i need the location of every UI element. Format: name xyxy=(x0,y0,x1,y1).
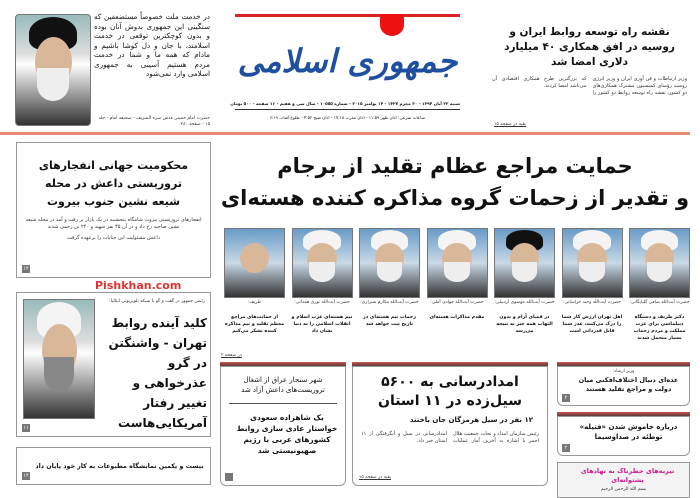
beirut-headline: محکومیت جهانی انفجارهای تروریستی داعش در محله شیعه نشین جنوب بیروت xyxy=(38,159,189,208)
top-story-more[interactable]: بقیه در صفحه ۱۵ xyxy=(494,122,527,127)
left-box-beirut[interactable] xyxy=(16,142,211,278)
cleric-card[interactable] xyxy=(224,228,285,352)
sinjar-box[interactable] xyxy=(220,366,346,486)
cleric-quote: زحمات تیم هسته‌ای در تاریخ ثبت خواهد شد xyxy=(363,315,416,327)
flood-box[interactable] xyxy=(352,366,548,486)
opinion-basmala: بسم الله الرحمن الرحیم xyxy=(600,487,647,492)
cleric-quote: از حمایت‌های مراجع معظم تقلید و تیم مذاکره کننده تشکر می‌کنم xyxy=(224,315,285,334)
cleric-card[interactable] xyxy=(562,228,623,352)
divider xyxy=(229,403,337,404)
quote-text: در خدمت ملت خصوصاً مستضعفین که سنگینی این جمهوری بدوش آنان بوده و بدون کوچکترین توقعی در خدمت اسلامند، با جان و دل کوشا باشیم و مادام که همه ما و شما در خدمت مردم هستیم آسیبی به جمهوری اسلامی وارد نمی‌شود xyxy=(94,12,210,78)
top-story-body: وزیر ارتباطات و فن آوری ایران و وزیر انرژی روسیه رؤسای کمیسیون مشترک همکاری‌های دو کشور، نقشه راه توسعه روابط دو کشور را که بزرگترین طرح همکاری اقتصادی آن می‌باشد امضا کردند. xyxy=(492,76,687,96)
cleric-card[interactable] xyxy=(427,228,488,352)
rouhani-headline: کلید آینده روابط تهران - واشنگتن در گرو عذرخواهی و تغییر رفتار آمریکایی‌هاست xyxy=(108,316,207,430)
cleric-quote: اهل تهران ارزش کار شما را درک می‌کنند، عذر شما قابل قدردانی است xyxy=(561,315,623,334)
cleric-name: حضرت آیت‌الله وحید خراسانی: xyxy=(563,300,621,305)
beirut-bullet-2: داعش مسئولیت این جنایات را برعهده گرفت xyxy=(67,235,160,241)
top-story-headline[interactable]: نقشه راه توسعه روابط ایران و روسیه در افق همکاری ۴۰ میلیارد دلاری امضا شد xyxy=(504,26,675,68)
top-story xyxy=(492,25,687,130)
page-ref[interactable]: ۱۴ xyxy=(23,473,29,479)
masthead-rule xyxy=(235,109,460,110)
cleric-photo xyxy=(359,228,420,298)
flood-subheadline: ۱۲ نفر در سیل هرمزگان جان باختند xyxy=(409,416,533,424)
dateline: شنبه ۲۲ آبان ۱۳۹۴ - ۳۰ محرم ۱۴۳۷ - ۱۴ نوامبر ۲۰۱۵ - شماره ۱۰۵۵۵ - سال سی و هفتم - ۱۶ صفحه - ۵۰۰ تومان xyxy=(230,101,460,106)
page-ref[interactable] xyxy=(225,473,233,481)
cleric-photo xyxy=(629,228,690,298)
cleric-photo xyxy=(494,228,555,298)
cleric-quote: مقدم مذاکرات هسته‌ای xyxy=(429,315,485,320)
right-box-opinion[interactable] xyxy=(557,462,690,498)
main-more[interactable]: در صفحه ۲ xyxy=(221,353,242,358)
cleric-quote: دکتر ظریف و دستگاه دیپلماسی برای عزت مملکت و مردم زحمات بسیار متحمل شدند xyxy=(633,315,686,341)
beirut-bullet-1: انفجارهای تروریستی بیروت شامگاه پنجشنبه در یک بازار پر رفت و آمد در محله شیعه نشین ضاحیه رخ داد و در آن ۴۵ نفر شهید و ۲۴۰ تن زخمی شدند xyxy=(25,217,202,230)
cleric-photo xyxy=(427,228,488,298)
prayer-times: ساعات شرعی: اذان ظهر ۱۱:۵۹ - اذان مغرب ۱۷:۱۸ - اذان صبح ۴:۵۲ - طلوع آفتاب ۶:۱۹ xyxy=(269,115,426,120)
opinion-headline: تیربه‌های خطرناک به نهادهای پشتوانه‌ای xyxy=(580,467,675,484)
cleric-quote: در فضای آرام و بدون التهاب همه چیز به نتیجه می‌رسد xyxy=(496,315,553,334)
saudi-headline: یک شاهزاده سعودی خواستار عادی سازی روابط کشورهای عربی با رژیم صهیونیستی شد xyxy=(236,413,338,455)
masthead-title: جمهوری اسلامی xyxy=(237,42,458,80)
quote-box xyxy=(15,12,210,130)
cleric-name: حضرت آیت‌الله صافی گلپایگانی: xyxy=(629,300,690,305)
cleric-name: حضرت آیت‌الله جوادی آملی: xyxy=(430,300,484,305)
quote-source: حضرت امام خمینی قدس سره الشریف - صحیفه امام - جلد ۱۵ - صفحه ۲۸۰ xyxy=(98,116,210,127)
flood-more[interactable]: بقیه در صفحه ۱۵ xyxy=(359,475,392,480)
flood-headline: امدادرسانی به ۵۶۰۰ سیل‌زده در ۱۱ استان xyxy=(378,374,522,409)
cleric-photo xyxy=(224,228,285,298)
cleric-photo xyxy=(562,228,623,298)
rouhani-photo xyxy=(23,299,95,419)
cleric-name: ظریف: xyxy=(247,300,262,305)
main-headline[interactable] xyxy=(220,150,690,214)
cleric-name: حضرت آیت‌الله مکارم شیرازی: xyxy=(360,300,419,305)
page-ref[interactable]: ۲ xyxy=(562,394,570,402)
imam-photo xyxy=(15,14,91,126)
rouhani-kicker: رئیس جمهور در گفت و گو با شبکه تلویزیونی ایتالیا: xyxy=(109,299,205,304)
cleric-name: حضرت آیت‌الله نوری همدانی: xyxy=(294,300,350,305)
left-box-rouhani[interactable] xyxy=(16,292,211,437)
ershad-kicker: وزیر ارشاد: xyxy=(612,369,635,374)
masthead xyxy=(230,14,460,129)
watermark: Pishkhan.com xyxy=(95,279,182,292)
main-headline-line1: حمایت مراجع عظام تقلید از برجام xyxy=(277,154,633,178)
irib-headline: درباره خاموش شدن «فتیله» توطئه در صداوسیما xyxy=(579,423,678,441)
main-headline-line2: و تقدیر از زحمات گروه مذاکره کننده هسته‌ای xyxy=(220,186,690,210)
right-box-ershad[interactable] xyxy=(557,366,690,406)
cleric-photo xyxy=(292,228,353,298)
page-ref[interactable]: ۱۴ xyxy=(23,266,29,272)
cleric-quote: تیم هسته‌ای عزت اسلام و انقلاب اسلامی را به دنیا نشان داد xyxy=(291,315,353,334)
sinjar-headline: شهر سنجار عراق از اشغال تروریست‌های داعش آزاد شد xyxy=(241,376,325,394)
page-ref[interactable]: ۱۱ xyxy=(23,425,29,431)
masthead-top-line xyxy=(235,14,460,17)
cleric-name: حضرت آیت‌الله موسوی اردبیلی: xyxy=(494,300,555,305)
ershad-headline: عده‌ای دنبال اختلاف‌افکنی میان دولت و مراجع تقلید هستند xyxy=(578,376,679,393)
clerics-row xyxy=(220,228,690,358)
header-divider xyxy=(0,132,690,135)
right-box-irib[interactable] xyxy=(557,416,690,456)
flood-body: رئیس سازمان امداد و نجات جمعیت هلال احمر با اشاره به آخرین آمار عملیات امدادرسانی در سیل و آبگرفتگی از ۱۱ استان خبر داد. xyxy=(361,431,539,444)
page-ref[interactable]: ۲ xyxy=(562,444,570,452)
cleric-card[interactable] xyxy=(292,228,353,352)
cleric-card[interactable] xyxy=(629,228,690,352)
expo-headline: بیست و یکمین نمایشگاه مطبوعات به کار خود پایان داد xyxy=(35,463,204,470)
cleric-card[interactable] xyxy=(359,228,420,352)
left-box-expo[interactable] xyxy=(16,447,211,485)
cleric-card[interactable] xyxy=(494,228,555,352)
